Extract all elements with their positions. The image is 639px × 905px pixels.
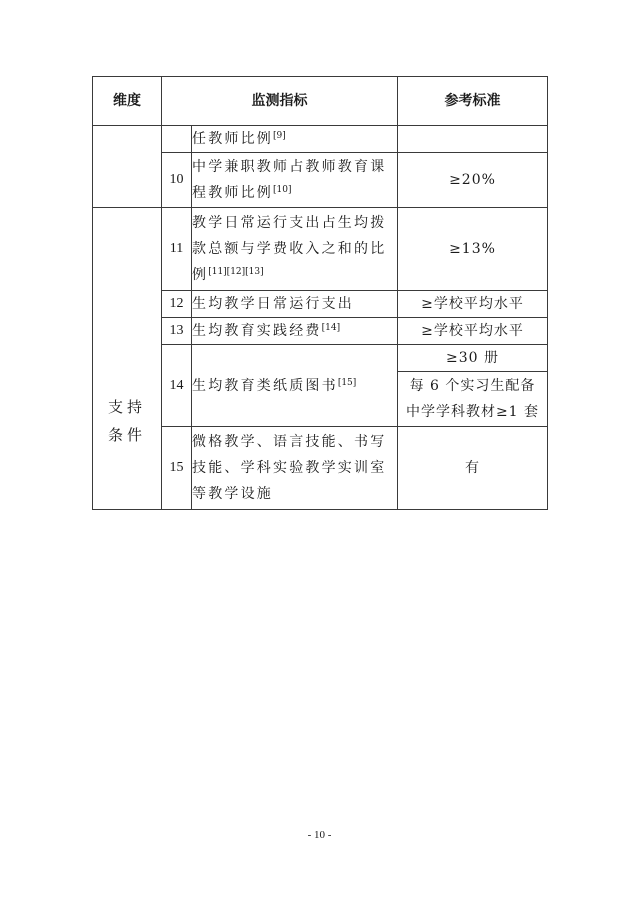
indicator-text: 教学日常运行支出占生均拨款总额与学费收入之和的比例 [192,215,387,283]
row-number [162,126,192,153]
indicator-cell [192,291,398,318]
reference-cell [398,126,548,153]
indicator-text: 生均教育类纸质图书 [192,377,338,394]
footnote-ref: [15] [337,377,357,388]
footnote-ref: [14] [321,323,341,333]
indicator-text: 中学兼职教师占教师教育课程教师比例 [192,159,387,201]
reference-cell: ≥30 册 [398,345,548,372]
table-row [93,208,548,291]
indicator-cell [192,153,398,208]
header-reference: 参考标准 [398,77,548,126]
footnote-ref: [9] [273,131,286,141]
reference-cell: ≥学校平均水平 [398,291,548,318]
table-row [93,427,548,510]
dimension-label: 支持 条件 [107,398,146,444]
reference-cell: ≥20% [398,153,548,208]
row-number: 14 [162,345,192,427]
table-row [93,291,548,318]
row-number: 10 [162,153,192,208]
reference-cell: ≥学校平均水平 [398,318,548,345]
header-indicator: 监测指标 [162,77,398,126]
footnote-ref: [10] [273,185,292,195]
indicator-cell [192,126,398,153]
indicator-cell [192,427,398,510]
page-number: - 10 - [307,829,332,841]
reference-cell: 每 6 个实习生配备中学学科教材≥1 套 [398,372,548,427]
table-row [93,318,548,345]
dimension-cell [93,208,162,510]
indicator-text: 任教师比例 [192,131,273,147]
table-row [93,126,548,153]
indicator-cell [192,208,398,291]
indicator-text: 微格教学、语言技能、书写技能、学科实验教学实训室等教学设施 [192,434,387,502]
table-row [93,345,548,372]
table-row [93,153,548,208]
reference-cell: 有 [398,427,548,510]
row-number: 11 [162,208,192,291]
row-number: 12 [162,291,192,318]
row-number: 13 [162,318,192,345]
reference-cell: ≥13% [398,208,548,291]
table-header-row [93,77,548,126]
header-dimension: 维度 [93,77,162,126]
row-number: 15 [162,427,192,510]
indicator-cell [192,318,398,345]
dimension-cell-empty [93,126,162,208]
indicator-text: 生均教育实践经费 [192,323,322,339]
indicator-cell [192,345,398,427]
monitoring-indicator-table [92,76,548,510]
footnote-ref: [11][12][13] [208,267,264,277]
indicator-text: 生均教学日常运行支出 [192,296,354,312]
